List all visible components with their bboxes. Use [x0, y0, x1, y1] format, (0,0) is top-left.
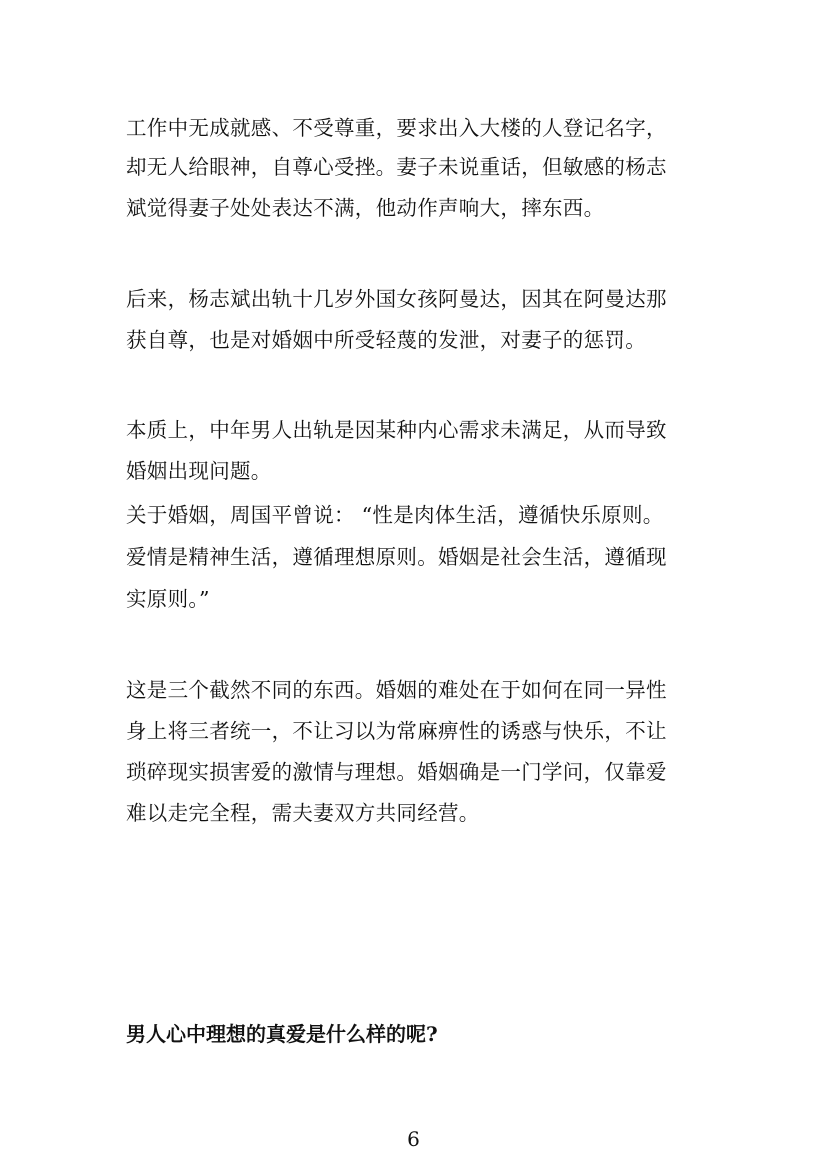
- text-line: 这是三个截然不同的东西。婚姻的难处在于如何在同一异性: [126, 678, 667, 702]
- text-line: 实原则。”: [126, 587, 210, 611]
- text-line: 斌觉得妻子处处表达不满，他动作声响大，摔东西。: [126, 196, 605, 220]
- text-line: 婚姻出现问题。: [126, 459, 272, 483]
- text-line: 本质上，中年男人出轨是因某种内心需求未满足，从而导致: [126, 418, 667, 442]
- text-line: 却无人给眼神，自尊心受挫。妻子未说重话，但敏感的杨志: [126, 155, 667, 179]
- text-line: 后来，杨志斌出轨十几岁外国女孩阿曼达，因其在阿曼达那: [126, 287, 667, 311]
- section-heading: 男人心中理想的真爱是什么样的呢?: [126, 1022, 438, 1046]
- text-line: 关于婚姻，周国平曾说： “性是肉体生活，遵循快乐原则。: [126, 503, 664, 527]
- text-line: 难以走完全程，需夫妻双方共同经营。: [126, 801, 480, 825]
- text-line: 工作中无成就感、不受尊重，要求出入大楼的人登记名字，: [126, 116, 667, 140]
- text-line: 爱情是精神生活，遵循理想原则。婚姻是社会生活，遵循现: [126, 545, 667, 569]
- page-number: 6: [407, 1127, 420, 1151]
- text-line: 获自尊，也是对婚姻中所受轻蔑的发泄，对妻子的惩罚。: [126, 328, 646, 352]
- text-line: 身上将三者统一，不让习以为常麻痹性的诱惑与快乐，不让: [126, 719, 667, 743]
- text-line: 琐碎现实损害爱的激情与理想。婚姻确是一门学问，仅靠爱: [126, 760, 667, 784]
